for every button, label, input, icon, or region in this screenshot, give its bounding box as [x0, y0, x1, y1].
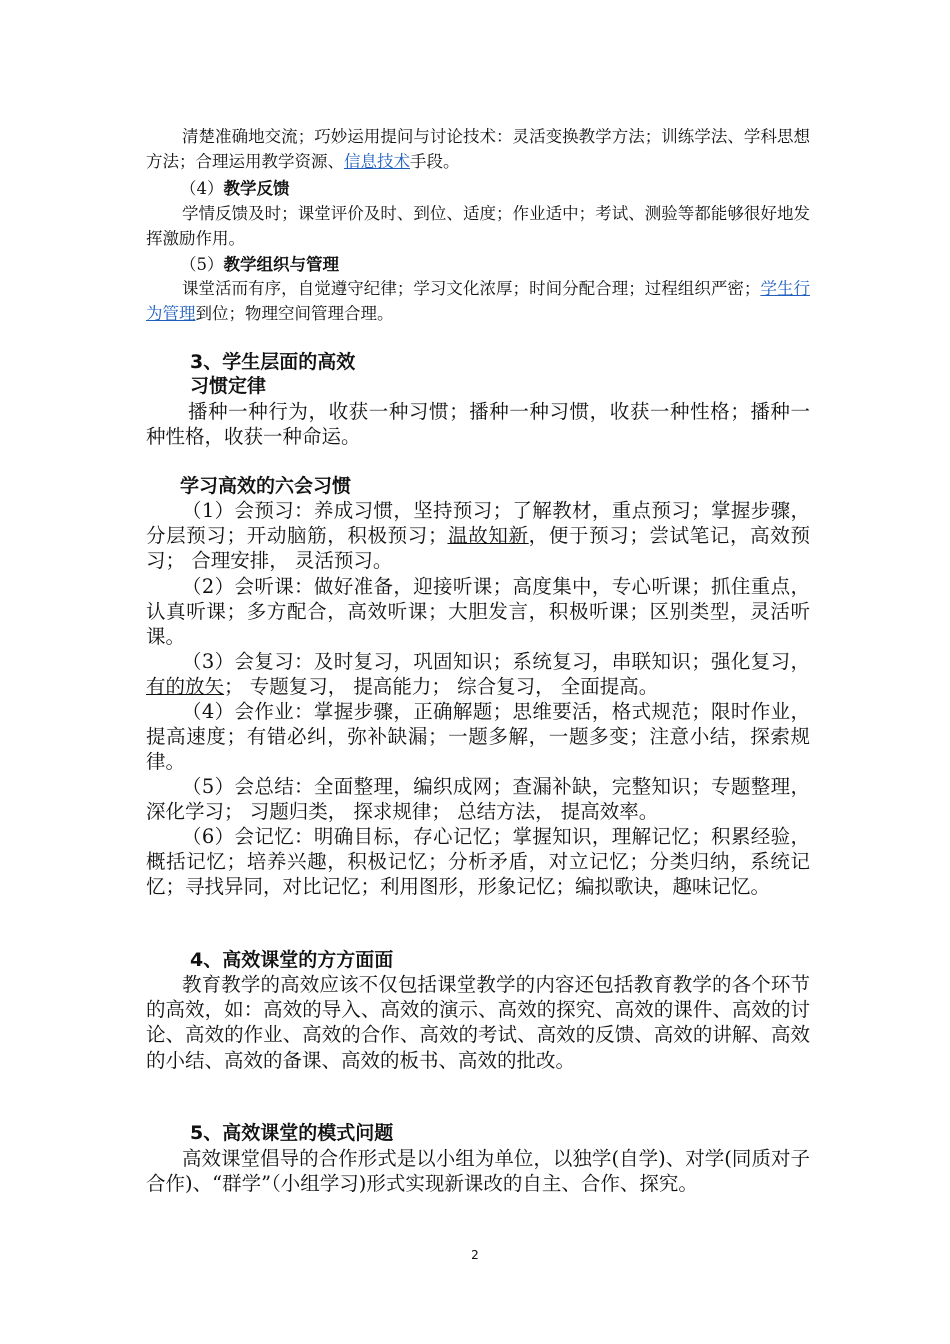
teaching-methods-paragraph: [146, 124, 810, 174]
paragraph-text: 手段。: [410, 152, 460, 171]
heading-teaching-feedback: [180, 176, 844, 201]
list-item-text: （4）会作业：掌握步骤，正确解题；思维要活，格式规范；限时作业，提高速度；有错必纠，弥补缺漏；一题多解，一题多变；注意小结，探索规律。: [146, 700, 810, 774]
list-item-text: ，便于预习；尝试笔记，高效预习； 合理安排， 灵活预习。: [146, 524, 810, 573]
list-item-text: （1）会预习：养成习惯，坚持预习；了解教材，重点预习；掌握步骤，分层预习；开动脑筋，积极预习；: [146, 499, 810, 548]
heading-title: 教学反馈: [223, 179, 290, 198]
list-item-text: （5）会总结：全面整理，编织成网；查漏补缺，完整知识；专题整理， 深化学习； 习题归类， 探求规律； 总结方法， 提高效率。: [146, 775, 810, 824]
heading-number: （5）: [180, 255, 224, 274]
habit-review: [146, 649, 810, 699]
paragraph-text: 高效课堂倡导的合作形式是以小组为单位，以独学(自学)、对学(同质对子合作)、“群学”（小组学习)形式实现新课改的自主、合作、探究。: [146, 1147, 810, 1196]
list-item-text: （3）会复习：及时复习，巩固知识；系统复习，串联知识；强化复习，: [182, 650, 810, 673]
heading-number: （4）: [180, 179, 224, 198]
info-tech-link[interactable]: 信息技术: [344, 152, 410, 171]
habit-law-paragraph: [146, 399, 810, 449]
list-item-text: ； 专题复习， 提高能力； 综合复习， 全面提高。: [224, 675, 659, 699]
six-habits-heading: 学习高效的六会习惯: [180, 475, 352, 497]
paragraph-text: 教育教学的高效应该不仅包括课堂教学的内容还包括教育教学的各个环节的高效，如：高效的导入、高效的演示、高效的探究、高效的课件、高效的讨论、高效的作业、高效的合作、高效的考试、高效的反馈、高效的讲解、高效的小结、高效的备课、高效的板书、高效的批改。: [146, 973, 810, 1072]
paragraph-text: 清楚准确地交流；巧妙运用提问与讨论技术：灵活变换教学方法；训练学法、学科思想方法；合理运用教学资源、: [146, 127, 810, 171]
paragraph-text: 学情反馈及时；课堂评价及时、到位、适度；作业适中；考试、测验等都能够很好地发挥激励作用。: [146, 204, 810, 248]
section-5-title: 5、高效课堂的模式问题: [190, 1122, 394, 1144]
habit-summary: [146, 774, 810, 824]
organization-paragraph: [146, 276, 810, 326]
section-4-paragraph: [146, 972, 810, 1073]
list-item-text: （6）会记忆：明确目标，存心记忆；掌握知识，理解记忆；积累经验，概括记忆；培养兴趣，积极记忆；分析矛盾，对立记忆；分类归纳，系统记忆；寻找异同，对比记忆；利用图形，形象记忆；编拟歌诀，趣味记忆。: [146, 825, 810, 899]
heading-title: 教学组织与管理: [223, 255, 339, 274]
paragraph-text: 播种一种行为，收获一种习惯；播种一种习惯，收获一种性格；播种一种性格，收获一种命运。: [146, 400, 810, 449]
habit-listening: [146, 574, 810, 650]
habit-preview: [146, 498, 810, 574]
section-5-paragraph: [146, 1146, 810, 1196]
underlined-term: 温故知新: [447, 524, 529, 548]
section-3-title: 3、学生层面的高效: [190, 351, 356, 373]
habit-memory: [146, 824, 810, 900]
section-4-title: 4、高效课堂的方方面面: [190, 949, 394, 971]
underlined-term: 有的放矢: [146, 675, 225, 699]
paragraph-text: 课堂活而有序，自觉遵守纪律；学习文化浓厚；时间分配合理；过程组织严密；: [182, 279, 761, 298]
student-behavior-link[interactable]: 学生行为管理: [146, 279, 811, 323]
list-item-text: （2）会听课：做好准备，迎接听课；高度集中，专心听课；抓住重点，认真听课；多方配合，高效听课；大胆发言，积极听课；区别类型，灵活听课。: [146, 575, 810, 649]
habit-law-subtitle: 习惯定律: [190, 375, 267, 397]
paragraph-text: 到位；物理空间管理合理。: [195, 304, 394, 323]
feedback-paragraph: [146, 201, 810, 251]
heading-organization: [180, 252, 844, 277]
page-number: 2: [471, 1248, 479, 1262]
habit-homework: [146, 699, 810, 775]
